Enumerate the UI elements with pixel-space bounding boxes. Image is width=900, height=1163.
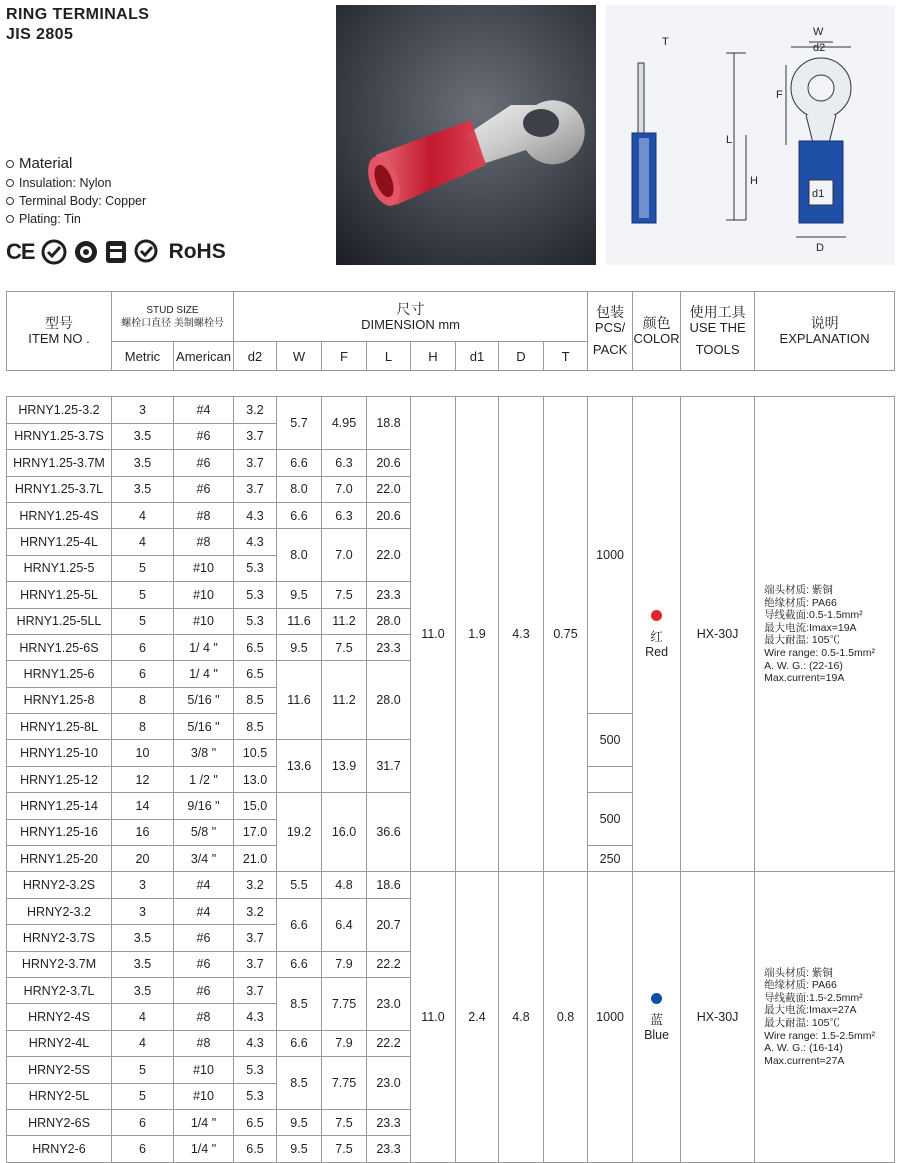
item-no-cell: HRNY2-6 [7, 1136, 112, 1162]
explanation-cell [755, 872, 895, 1162]
d2-cell: 5.3 [234, 608, 277, 634]
h-cell: 11.0 [411, 872, 456, 1162]
color-cn-label: 蓝 [650, 1012, 663, 1027]
label-w: W [813, 26, 824, 38]
item-no-cell: HRNY1.25-3.7L [7, 476, 112, 502]
d2-cell: 4.3 [234, 1030, 277, 1056]
item-no-cell: HRNY1.25-8 [7, 687, 112, 713]
w-cell: 6.6 [277, 898, 322, 951]
item-no-cell: HRNY2-3.2 [7, 898, 112, 924]
explanation-line: 绝缘材质: PA66 [764, 596, 837, 609]
label-d1: d1 [812, 188, 825, 200]
l-cell: 23.0 [367, 1057, 411, 1110]
american-cell: #6 [174, 925, 234, 951]
f-cell: 6.4 [322, 898, 367, 951]
american-cell: 1/ 4 " [174, 634, 234, 660]
material-item: Plating: Tin [6, 210, 146, 228]
header-stud-size: STUD SIZE 螺栓口直径 美制螺栓号 [112, 292, 234, 342]
d2-cell: 4.3 [234, 1004, 277, 1030]
f-cell: 11.2 [322, 661, 367, 740]
title-line-2: JIS 2805 [6, 26, 74, 43]
d2-cell: 4.3 [234, 502, 277, 528]
header-d: D [499, 342, 544, 371]
american-cell: #10 [174, 608, 234, 634]
w-cell: 19.2 [277, 793, 322, 872]
american-cell: #6 [174, 450, 234, 476]
w-cell: 13.6 [277, 740, 322, 793]
red-dot-icon [651, 610, 662, 621]
d2-cell: 6.5 [234, 634, 277, 660]
color-en-label: Blue [644, 1027, 670, 1042]
color-cell [633, 397, 681, 872]
l-cell: 28.0 [367, 608, 411, 634]
f-cell: 4.8 [322, 872, 367, 898]
item-no-cell: HRNY1.25-20 [7, 846, 112, 872]
explanation-line: 端头材质: 紫铜 [764, 584, 833, 597]
item-no-cell: HRNY1.25-5LL [7, 608, 112, 634]
item-no-cell: HRNY2-3.7M [7, 951, 112, 977]
item-no-cell: HRNY2-4L [7, 1030, 112, 1056]
metric-cell: 8 [112, 714, 174, 740]
color-cell [633, 872, 681, 1162]
header-l: L [367, 342, 411, 371]
d2-cell: 3.2 [234, 397, 277, 423]
metric-cell: 10 [112, 740, 174, 766]
header-explanation: 说明 EXPLANATION [755, 292, 895, 371]
metric-cell: 5 [112, 1057, 174, 1083]
explanation-line: 绝缘材质: PA66 [764, 979, 837, 992]
american-cell: 5/16 " [174, 714, 234, 740]
f-cell: 7.0 [322, 529, 367, 582]
bullet-icon [6, 215, 14, 223]
item-no-cell: HRNY1.25-3.7S [7, 423, 112, 449]
d2-cell: 3.7 [234, 450, 277, 476]
explanation-line: 最大耐温: 105℃ [764, 634, 840, 647]
metric-cell: 5 [112, 555, 174, 581]
f-cell: 7.5 [322, 1109, 367, 1135]
l-cell: 23.3 [367, 634, 411, 660]
l-cell: 22.0 [367, 529, 411, 582]
item-no-cell: HRNY1.25-16 [7, 819, 112, 845]
explanation-line: Max.current=27A [764, 1054, 845, 1067]
label-h: H [750, 175, 758, 187]
item-no-cell: HRNY1.25-14 [7, 793, 112, 819]
d2-cell: 3.2 [234, 872, 277, 898]
f-cell: 6.3 [322, 502, 367, 528]
d2-cell: 3.7 [234, 925, 277, 951]
explanation-cell [755, 397, 895, 872]
d2-cell: 3.7 [234, 977, 277, 1003]
d2-cell: 3.7 [234, 423, 277, 449]
american-cell: 1 /2 " [174, 766, 234, 792]
w-cell: 6.6 [277, 502, 322, 528]
pack-cell: 500 [588, 714, 633, 767]
item-no-cell: HRNY2-6S [7, 1109, 112, 1135]
metric-cell: 4 [112, 1004, 174, 1030]
d-cell: 4.3 [499, 397, 544, 872]
f-cell: 13.9 [322, 740, 367, 793]
item-no-cell: HRNY1.25-4L [7, 529, 112, 555]
explanation-line: A. W. G.: (22-16) [764, 659, 843, 672]
explanation-line: Wire range: 1.5-2.5mm² [764, 1029, 875, 1042]
label-f: F [776, 89, 783, 101]
l-cell: 20.6 [367, 450, 411, 476]
f-cell: 6.3 [322, 450, 367, 476]
metric-cell: 3.5 [112, 951, 174, 977]
pack-cell [588, 766, 633, 792]
pack-cell: 250 [588, 846, 633, 872]
l-cell: 23.3 [367, 1109, 411, 1135]
f-cell: 7.9 [322, 1030, 367, 1056]
metric-cell: 3.5 [112, 925, 174, 951]
l-cell: 20.7 [367, 898, 411, 951]
metric-cell: 16 [112, 819, 174, 845]
t-cell: 0.75 [544, 397, 588, 872]
w-cell: 8.5 [277, 977, 322, 1030]
ul-icon [105, 239, 127, 265]
metric-cell: 3.5 [112, 977, 174, 1003]
metric-cell: 3 [112, 898, 174, 924]
d1-cell: 2.4 [456, 872, 499, 1162]
w-cell: 6.6 [277, 450, 322, 476]
l-cell: 28.0 [367, 661, 411, 740]
l-cell: 23.0 [367, 977, 411, 1030]
f-cell: 16.0 [322, 793, 367, 872]
item-no-cell: HRNY1.25-5L [7, 582, 112, 608]
d2-cell: 5.3 [234, 582, 277, 608]
l-cell: 18.8 [367, 397, 411, 450]
explanation-line: A. W. G.: (16-14) [764, 1042, 843, 1055]
tool-cell: HX-30J [681, 397, 755, 872]
metric-cell: 4 [112, 502, 174, 528]
metric-cell: 6 [112, 634, 174, 660]
d2-cell: 6.5 [234, 661, 277, 687]
d2-cell: 13.0 [234, 766, 277, 792]
metric-cell: 3.5 [112, 476, 174, 502]
d2-cell: 4.3 [234, 529, 277, 555]
certification-logos [6, 238, 226, 266]
header-dimension: 尺寸 DIMENSION mm [234, 292, 588, 342]
color-en-label: Red [645, 644, 669, 659]
header-pack: 包装 PCS/ PACK [588, 292, 633, 371]
american-cell: 1/ 4 " [174, 661, 234, 687]
cqc-icon [73, 239, 99, 265]
american-cell: #8 [174, 502, 234, 528]
explanation-line: 端头材质: 紫铜 [764, 966, 833, 979]
d2-cell: 10.5 [234, 740, 277, 766]
t-cell: 0.8 [544, 872, 588, 1162]
header-color: 颜色 COLOR [633, 292, 681, 371]
l-cell: 18.6 [367, 872, 411, 898]
ccc-icon [41, 239, 67, 265]
item-no-cell: HRNY1.25-3.7M [7, 450, 112, 476]
item-no-cell: HRNY2-4S [7, 1004, 112, 1030]
w-cell: 9.5 [277, 582, 322, 608]
explanation-line: 最大电流:Imax=19A [764, 621, 857, 634]
label-t: T [662, 36, 669, 48]
blue-dot-icon [651, 993, 662, 1004]
american-cell: #6 [174, 476, 234, 502]
w-cell: 11.6 [277, 661, 322, 740]
d1-cell: 1.9 [456, 397, 499, 872]
material-heading: Material [6, 154, 146, 174]
w-cell: 9.5 [277, 634, 322, 660]
label-d: D [816, 242, 824, 254]
item-no-cell: HRNY1.25-6S [7, 634, 112, 660]
f-cell: 7.5 [322, 1136, 367, 1162]
item-no-cell: HRNY1.25-8L [7, 714, 112, 740]
metric-cell: 4 [112, 529, 174, 555]
d2-cell: 6.5 [234, 1109, 277, 1135]
explanation-line: 最大电流:Imax=27A [764, 1004, 857, 1017]
american-cell: #4 [174, 898, 234, 924]
item-no-cell: HRNY1.25-5 [7, 555, 112, 581]
pack-cell: 500 [588, 793, 633, 846]
d2-cell: 15.0 [234, 793, 277, 819]
l-cell: 23.3 [367, 1136, 411, 1162]
metric-cell: 5 [112, 582, 174, 608]
f-cell: 7.75 [322, 1057, 367, 1110]
metric-cell: 8 [112, 687, 174, 713]
d2-cell: 5.3 [234, 555, 277, 581]
item-no-cell: HRNY1.25-10 [7, 740, 112, 766]
item-no-cell: HRNY2-3.7S [7, 925, 112, 951]
material-item: Terminal Body: Copper [6, 192, 146, 210]
product-photo [336, 5, 596, 265]
label-d2: d2 [813, 42, 826, 54]
pack-cell: 1000 [588, 397, 633, 714]
explanation-line: 最大耐温: 105℃ [764, 1017, 840, 1030]
american-cell: 5/16 " [174, 687, 234, 713]
l-cell: 23.3 [367, 582, 411, 608]
item-no-cell: HRNY1.25-3.2 [7, 397, 112, 423]
l-cell: 22.2 [367, 951, 411, 977]
metric-cell: 14 [112, 793, 174, 819]
american-cell: #8 [174, 1004, 234, 1030]
label-l: L [726, 134, 733, 146]
l-cell: 22.2 [367, 1030, 411, 1056]
metric-cell: 4 [112, 1030, 174, 1056]
header-american: American [174, 342, 234, 371]
w-cell: 8.5 [277, 1057, 322, 1110]
header-d2: d2 [234, 342, 277, 371]
w-cell: 11.6 [277, 608, 322, 634]
f-cell: 4.95 [322, 397, 367, 450]
header-tools: 使用工具 USE THE TOOLS [681, 292, 755, 371]
explanation-line: Wire range: 0.5-1.5mm² [764, 647, 875, 659]
bullet-icon [6, 197, 14, 205]
spec-table [6, 291, 895, 1163]
item-no-cell: HRNY2-5S [7, 1057, 112, 1083]
american-cell: #4 [174, 872, 234, 898]
metric-cell: 6 [112, 661, 174, 687]
title-line-1: RING TERMINALS [6, 6, 150, 23]
item-no-cell: HRNY1.25-6 [7, 661, 112, 687]
l-cell: 31.7 [367, 740, 411, 793]
metric-cell: 12 [112, 766, 174, 792]
ce-mark-icon: CE [6, 239, 35, 264]
bullet-icon [6, 160, 14, 168]
w-cell: 9.5 [277, 1109, 322, 1135]
explanation-line: 导线截面:1.5-2.5mm² [764, 991, 863, 1004]
d2-cell: 8.5 [234, 714, 277, 740]
header-h: H [411, 342, 456, 371]
bullet-icon [6, 179, 14, 187]
american-cell: #10 [174, 1057, 234, 1083]
material-item: Insulation: Nylon [6, 174, 146, 192]
w-cell: 5.7 [277, 397, 322, 450]
f-cell: 7.5 [322, 582, 367, 608]
metric-cell: 20 [112, 846, 174, 872]
metric-cell: 3 [112, 397, 174, 423]
material-list [6, 154, 146, 228]
h-cell: 11.0 [411, 397, 456, 872]
w-cell: 6.6 [277, 1030, 322, 1056]
metric-cell: 3.5 [112, 450, 174, 476]
d2-cell: 5.3 [234, 1083, 277, 1109]
rohs-label: RoHS [168, 240, 226, 263]
d2-cell: 6.5 [234, 1136, 277, 1162]
american-cell: #4 [174, 397, 234, 423]
metric-cell: 6 [112, 1109, 174, 1135]
explanation-line: 导线截面:0.5-1.5mm² [764, 609, 863, 622]
w-cell: 8.0 [277, 476, 322, 502]
l-cell: 36.6 [367, 793, 411, 872]
metric-cell: 5 [112, 608, 174, 634]
d-cell: 4.8 [499, 872, 544, 1162]
d2-cell: 3.2 [234, 898, 277, 924]
item-no-cell: HRNY1.25-12 [7, 766, 112, 792]
american-cell: #6 [174, 951, 234, 977]
american-cell: 9/16 " [174, 793, 234, 819]
d2-cell: 8.5 [234, 687, 277, 713]
sgs-icon [133, 239, 159, 265]
item-no-cell: HRNY2-5L [7, 1083, 112, 1109]
f-cell: 7.0 [322, 476, 367, 502]
color-cn-label: 红 [650, 629, 663, 644]
american-cell: 1/4 " [174, 1136, 234, 1162]
american-cell: 3/4 " [174, 846, 234, 872]
d2-cell: 21.0 [234, 846, 277, 872]
american-cell: 1/4 " [174, 1109, 234, 1135]
w-cell: 6.6 [277, 951, 322, 977]
metric-cell: 6 [112, 1136, 174, 1162]
technical-drawing [606, 5, 895, 265]
item-no-cell: HRNY2-3.7L [7, 977, 112, 1003]
header-w: W [277, 342, 322, 371]
tool-cell: HX-30J [681, 872, 755, 1162]
item-no-cell: HRNY1.25-4S [7, 502, 112, 528]
explanation-line: Max.current=19A [764, 672, 845, 685]
american-cell: #6 [174, 977, 234, 1003]
metric-cell: 3 [112, 872, 174, 898]
w-cell: 9.5 [277, 1136, 322, 1162]
header-item-no: 型号 ITEM NO . [7, 292, 112, 371]
american-cell: #10 [174, 1083, 234, 1109]
item-no-cell: HRNY2-3.2S [7, 872, 112, 898]
w-cell: 5.5 [277, 872, 322, 898]
american-cell: #8 [174, 1030, 234, 1056]
d2-cell: 5.3 [234, 1057, 277, 1083]
metric-cell: 3.5 [112, 423, 174, 449]
f-cell: 7.75 [322, 977, 367, 1030]
table-row [7, 872, 895, 898]
d2-cell: 17.0 [234, 819, 277, 845]
american-cell: #6 [174, 423, 234, 449]
page-title [6, 5, 149, 45]
american-cell: 3/8 " [174, 740, 234, 766]
l-cell: 20.6 [367, 502, 411, 528]
header-metric: Metric [112, 342, 174, 371]
header-t: T [544, 342, 588, 371]
metric-cell: 5 [112, 1083, 174, 1109]
american-cell: #8 [174, 529, 234, 555]
table-row [7, 397, 895, 423]
l-cell: 22.0 [367, 476, 411, 502]
header-d1: d1 [456, 342, 499, 371]
f-cell: 7.9 [322, 951, 367, 977]
d2-cell: 3.7 [234, 476, 277, 502]
pack-cell: 1000 [588, 872, 633, 1162]
w-cell: 8.0 [277, 529, 322, 582]
d2-cell: 3.7 [234, 951, 277, 977]
f-cell: 7.5 [322, 634, 367, 660]
american-cell: 5/8 " [174, 819, 234, 845]
f-cell: 11.2 [322, 608, 367, 634]
american-cell: #10 [174, 555, 234, 581]
header-f: F [322, 342, 367, 371]
american-cell: #10 [174, 582, 234, 608]
